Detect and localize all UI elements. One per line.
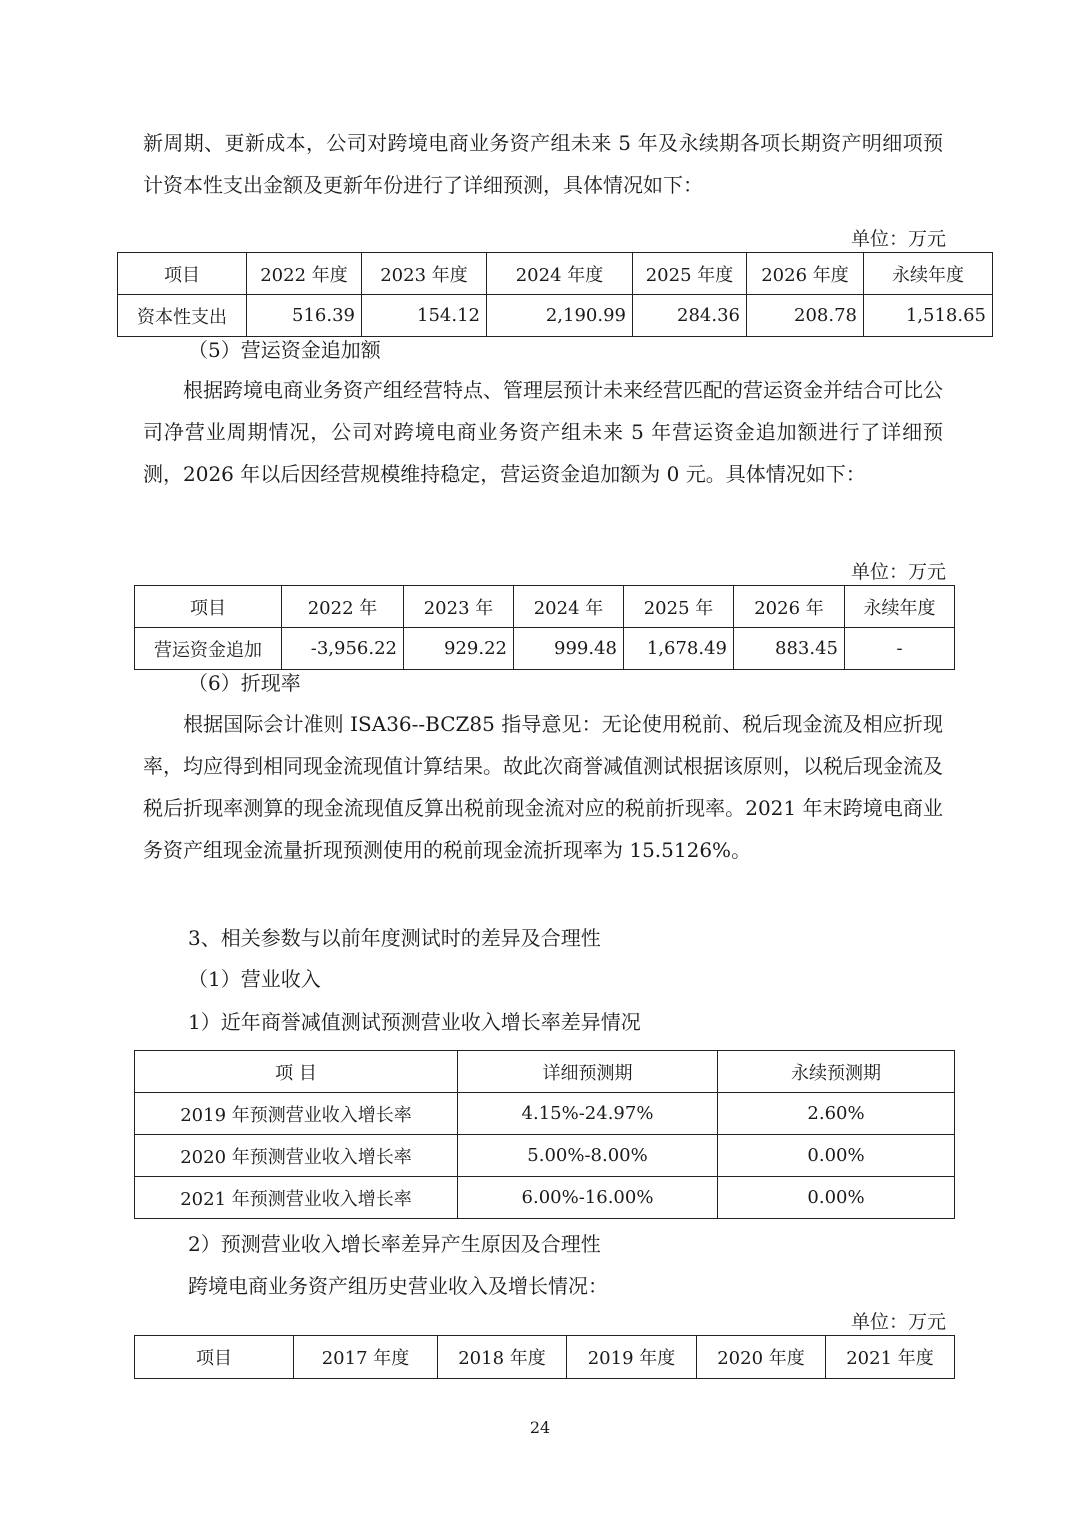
row-label: 2019 年预测营业收入增长率 <box>135 1093 458 1135</box>
row-label: 营运资金追加 <box>135 628 282 670</box>
value-cell: 1,678.49 <box>624 628 734 670</box>
header-cell: 2021 年度 <box>826 1336 955 1379</box>
page-number: 24 <box>529 1418 551 1437</box>
value-cell: 1,518.65 <box>864 295 993 337</box>
wc-data-row <box>135 628 955 670</box>
value-cell: 883.45 <box>734 628 845 670</box>
header-cell: 项 目 <box>135 1051 458 1093</box>
value-cell: 929.22 <box>404 628 514 670</box>
header-cell: 永续预测期 <box>718 1051 955 1093</box>
section6-heading: （6）折现率 <box>188 671 301 695</box>
history-intro: 跨境电商业务资产组历史营业收入及增长情况： <box>188 1274 608 1298</box>
history-header-row <box>135 1336 955 1379</box>
table2-unit: 单位：万元 <box>851 561 947 583</box>
growth-diff-subheading: 1）近年商誉减值测试预测营业收入增长率差异情况 <box>188 1010 641 1034</box>
wc-header-row <box>135 586 955 628</box>
header-cell: 项目 <box>118 253 247 295</box>
table-row <box>135 1093 955 1135</box>
header-cell: 详细预测期 <box>458 1051 718 1093</box>
growth-header-row <box>135 1051 955 1093</box>
row-label: 资本性支出 <box>118 295 247 337</box>
revenue-subheading: （1）营业收入 <box>188 967 321 991</box>
header-cell: 2020 年度 <box>697 1336 826 1379</box>
growth-reason-subheading: 2）预测营业收入增长率差异产生原因及合理性 <box>188 1232 601 1256</box>
header-cell: 项目 <box>135 1336 294 1379</box>
value-cell: 4.15%-24.97% <box>458 1093 718 1135</box>
value-cell: 0.00% <box>718 1135 955 1177</box>
section6-text: 根据国际会计准则 ISA36--BCZ85 指导意见：无论使用税前、税后现金流及相应折现率，均应得到相同现金流现值计算结果。故此次商誉减值测试根据该原则，以税后现金流及税后折现率测算的现金流现值反算出税前现金流对应的税前折现率。2021 年末跨境电商业务资产组现金流量折现预测使用的税前现金流折现率为 15.5126%。 <box>143 712 943 862</box>
value-cell: 154.12 <box>362 295 487 337</box>
table4-unit: 单位：万元 <box>851 1311 947 1333</box>
working-capital-table <box>134 585 955 670</box>
row-label: 2021 年预测营业收入增长率 <box>135 1177 458 1219</box>
header-cell: 2023 年度 <box>362 253 487 295</box>
header-cell: 2022 年 <box>282 586 404 628</box>
growth-rate-table <box>134 1050 955 1219</box>
header-cell: 2025 年 <box>624 586 734 628</box>
header-cell: 2025 年度 <box>633 253 747 295</box>
value-cell: -3,956.22 <box>282 628 404 670</box>
value-cell: 6.00%-16.00% <box>458 1177 718 1219</box>
capex-data-row <box>118 295 993 337</box>
row-label: 2020 年预测营业收入增长率 <box>135 1135 458 1177</box>
header-cell: 2024 年 <box>514 586 624 628</box>
value-cell: 284.36 <box>633 295 747 337</box>
header-cell: 2017 年度 <box>294 1336 438 1379</box>
table1-unit: 单位：万元 <box>851 228 947 250</box>
header-cell: 项目 <box>135 586 282 628</box>
section5-heading: （5）营运资金追加额 <box>188 338 381 362</box>
section3-heading: 3、相关参数与以前年度测试时的差异及合理性 <box>188 926 601 950</box>
header-cell: 2023 年 <box>404 586 514 628</box>
header-cell: 2026 年 <box>734 586 845 628</box>
value-cell: 999.48 <box>514 628 624 670</box>
value-cell: - <box>845 628 955 670</box>
section5-text: 根据跨境电商业务资产组经营特点、管理层预计未来经营匹配的营运资金并结合可比公司净营业周期情况，公司对跨境电商业务资产组未来 5 年营运资金追加额进行了详细预测，2026 年以后因经营规模维持稳定，营运资金追加额为 0 元。具体情况如下： <box>143 378 943 486</box>
header-cell: 2022 年度 <box>247 253 362 295</box>
table-row <box>135 1135 955 1177</box>
value-cell: 5.00%-8.00% <box>458 1135 718 1177</box>
header-cell: 2018 年度 <box>438 1336 567 1379</box>
value-cell: 2,190.99 <box>487 295 633 337</box>
section5-paragraph <box>143 369 943 495</box>
header-cell: 2019 年度 <box>567 1336 697 1379</box>
value-cell: 0.00% <box>718 1177 955 1219</box>
history-revenue-table <box>134 1335 955 1379</box>
intro-paragraph: 新周期、更新成本，公司对跨境电商业务资产组未来 5 年及永续期各项长期资产明细项预计资本性支出金额及更新年份进行了详细预测，具体情况如下： <box>143 131 943 197</box>
header-cell: 2024 年度 <box>487 253 633 295</box>
value-cell: 516.39 <box>247 295 362 337</box>
table-row <box>135 1177 955 1219</box>
section6-paragraph <box>143 703 943 871</box>
value-cell: 2.60% <box>718 1093 955 1135</box>
header-cell: 2026 年度 <box>747 253 864 295</box>
capex-header-row <box>118 253 993 295</box>
header-cell: 永续年度 <box>864 253 993 295</box>
capex-table <box>117 252 993 337</box>
value-cell: 208.78 <box>747 295 864 337</box>
header-cell: 永续年度 <box>845 586 955 628</box>
